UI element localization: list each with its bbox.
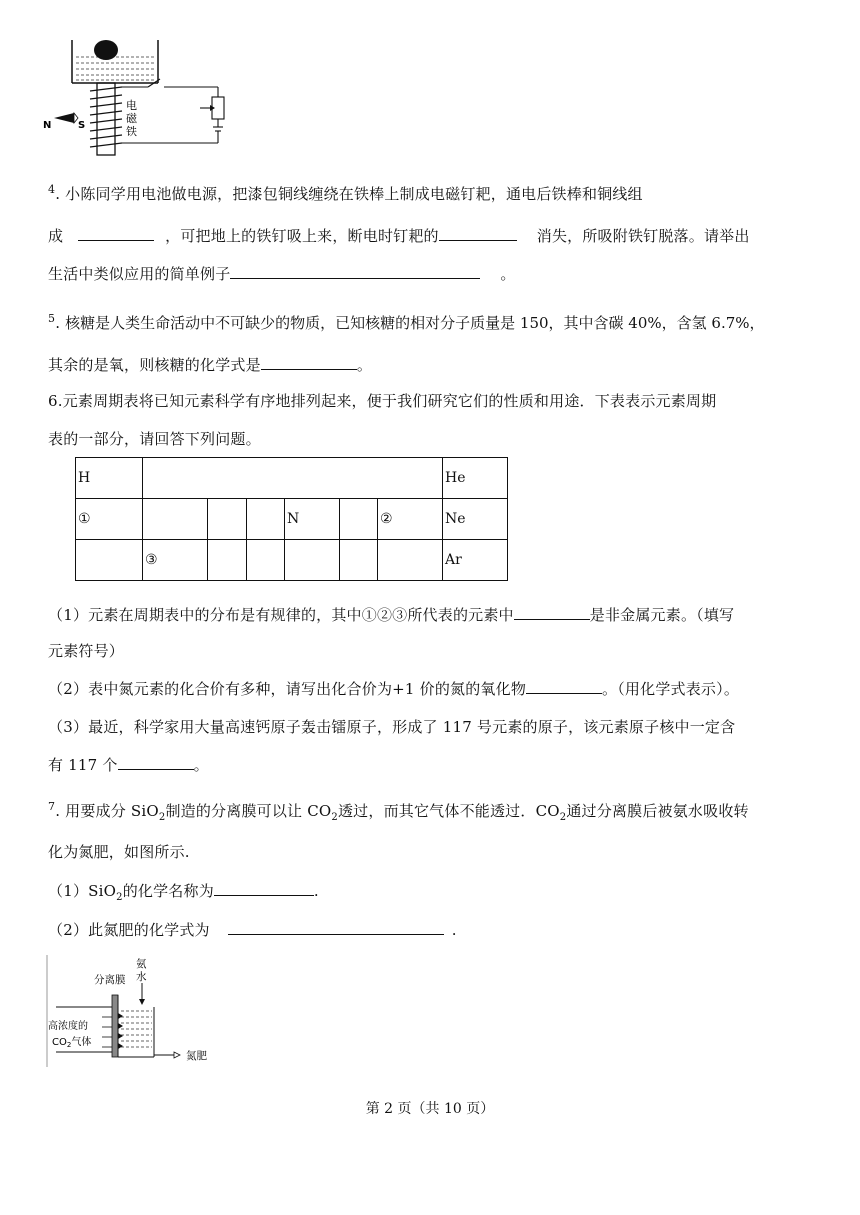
- q7-sub-1: 2: [158, 812, 166, 823]
- q5-text-2b: 。: [356, 356, 373, 374]
- q5-text-2a: 其余的是氧，则核糖的化学式是: [48, 356, 261, 374]
- north-label: N: [43, 120, 52, 131]
- q7-text-1c: 透过，而其它气体不能透过．CO: [337, 802, 560, 820]
- q4-blank-1[interactable]: [78, 224, 154, 241]
- q4-text-2a: 成: [48, 227, 64, 245]
- south-label: S: [78, 120, 86, 131]
- q7-sub2-blank[interactable]: [228, 918, 444, 935]
- q5-line-2: [48, 353, 372, 375]
- q6-sub1-line-1: [48, 603, 734, 625]
- q4-text-2b: ，可把地上的铁钉吸上来，断电时钉耙的: [165, 227, 439, 245]
- q5-number: $^5$.: [48, 312, 61, 332]
- electromagnet-label-3: 铁: [126, 125, 137, 138]
- q7-line-2: 化为氮肥，如图所示.: [48, 843, 190, 861]
- fertilizer-label: 氮肥: [186, 1050, 207, 1062]
- q7-text-1b: 制造的分离膜可以让 CO: [165, 802, 332, 820]
- q6-sub1-line-2: 元素符号）: [48, 642, 125, 660]
- q7-sub1-text-a: （1）SiO: [48, 882, 117, 900]
- gas-label-line-1: 高浓度的: [48, 1021, 88, 1032]
- electromagnet-label-1: 电: [126, 99, 137, 112]
- periodic-table-row: [76, 458, 508, 499]
- q7-text-1d: 通过分离膜后被氨水吸收转: [566, 802, 749, 820]
- membrane-figure: [46, 955, 226, 1070]
- ammonia-label-1: 氨: [136, 958, 147, 970]
- q6-sub1-text-b: 是非金属元素。（填写: [589, 606, 735, 624]
- cell-r2c6: [340, 499, 378, 540]
- q6-sub3-text-c: 。: [193, 756, 209, 774]
- cell-ne: Ne: [443, 499, 508, 540]
- q7-text-1a: 用要成分 SiO: [65, 802, 159, 820]
- floating-ball: [94, 40, 118, 60]
- q4-line-1: [48, 183, 643, 204]
- q5-text-1: 核糖是人类生命活动中不可缺少的物质，已知核糖的相对分子质量是 150，其中含碳 40%，含氢 6.7%，: [65, 314, 765, 332]
- q4-blank-3[interactable]: [230, 262, 480, 279]
- q6-sub3-line-1: （3）最近，科学家用大量高速钙原子轰击镭原子，形成了 117 号元素的原子，该元素原子核中一定含: [48, 718, 736, 736]
- cell-n: N: [285, 499, 340, 540]
- q5-blank[interactable]: [261, 353, 357, 370]
- cell-2: ②: [378, 499, 443, 540]
- periodic-table: [75, 457, 508, 581]
- q7-sub2-text-b: .: [451, 921, 457, 939]
- q6-sub3-text-b: 有 117 个: [48, 756, 118, 774]
- q6-line-2: 表的一部分，请回答下列问题。: [48, 430, 261, 448]
- cell-r3c6: [340, 540, 378, 581]
- periodic-table-row: [76, 499, 508, 540]
- cell-r2c2: [143, 499, 208, 540]
- q7-sub-2: 2: [331, 812, 338, 823]
- q7-number: $^7$.: [48, 800, 61, 820]
- cell-r3c7: [378, 540, 443, 581]
- q6-sub2-text-b: 。（用化学式表示）。: [602, 680, 740, 698]
- q7-sub1-text-c: .: [313, 882, 319, 900]
- cell-r2c4: [247, 499, 285, 540]
- cell-he: He: [443, 458, 508, 499]
- cell-h: H: [76, 458, 143, 499]
- q4-line-2: [48, 224, 750, 246]
- q4-line-3: [48, 262, 516, 284]
- cell-r3c1: [76, 540, 143, 581]
- cell-r2c3: [208, 499, 247, 540]
- q7-sub2-line: [48, 918, 457, 940]
- q4-number: $^4$.: [48, 183, 61, 203]
- q7-sub-3: 2: [559, 812, 567, 823]
- q6-sub3-blank[interactable]: [118, 753, 194, 770]
- q4-text-2c: 消失，所吸附铁钉脱落。请举出: [536, 227, 750, 245]
- page-footer: 第 2 页（共 10 页）: [365, 1101, 495, 1117]
- cell-3: ③: [143, 540, 208, 581]
- membrane-label: 分离膜: [94, 974, 126, 986]
- q7-line-1: [48, 800, 749, 823]
- electromagnet-label-2: 磁: [126, 112, 137, 125]
- q6-sub2-line: [48, 677, 739, 699]
- periodic-table-row: [76, 540, 508, 581]
- q7-sub1-text-b: 的化学名称为: [122, 882, 214, 900]
- q7-sub1-subscript: 2: [116, 892, 123, 903]
- q4-text-3a: 生活中类似应用的简单例子: [48, 265, 231, 283]
- q6-sub2-blank[interactable]: [526, 677, 602, 694]
- cell-r3c4: [247, 540, 285, 581]
- cell-1: ①: [76, 499, 143, 540]
- q4-blank-2[interactable]: [439, 224, 517, 241]
- q6-line-1: 6.元素周期表将已知元素科学有序地排列起来，便于我们研究它们的性质和用途．下表表示元素周期: [48, 392, 717, 410]
- cell-r3c5: [285, 540, 340, 581]
- q7-sub2-text-a: （2）此氮肥的化学式为: [48, 921, 210, 939]
- gas-label-line-2: $CO_2$气体: [52, 1037, 92, 1049]
- electromagnet-figure: [40, 35, 230, 160]
- q6-sub3-line-2: [48, 753, 209, 775]
- q7-sub1-line: [48, 879, 319, 903]
- ammonia-label-2: 水: [136, 971, 147, 983]
- q7-sub1-blank[interactable]: [214, 879, 314, 896]
- cell-r3c3: [208, 540, 247, 581]
- q6-sub2-text-a: （2）表中氮元素的化合价有多种，请写出化合价为+1 价的氮的氧化物: [48, 680, 527, 698]
- cell-ar: Ar: [443, 540, 508, 581]
- cell-empty-top: [143, 458, 443, 499]
- q6-sub1-blank[interactable]: [514, 603, 590, 620]
- q5-line-1: [48, 312, 765, 333]
- q6-sub1-text-a: （1）元素在周期表中的分布是有规律的，其中①②③所代表的元素中: [48, 606, 514, 624]
- q4-text-1: 小陈同学用电池做电源，把漆包铜线缠绕在铁棒上制成电磁钉耙，通电后铁棒和铜线组: [65, 185, 643, 203]
- q4-text-3b: 。: [500, 265, 516, 283]
